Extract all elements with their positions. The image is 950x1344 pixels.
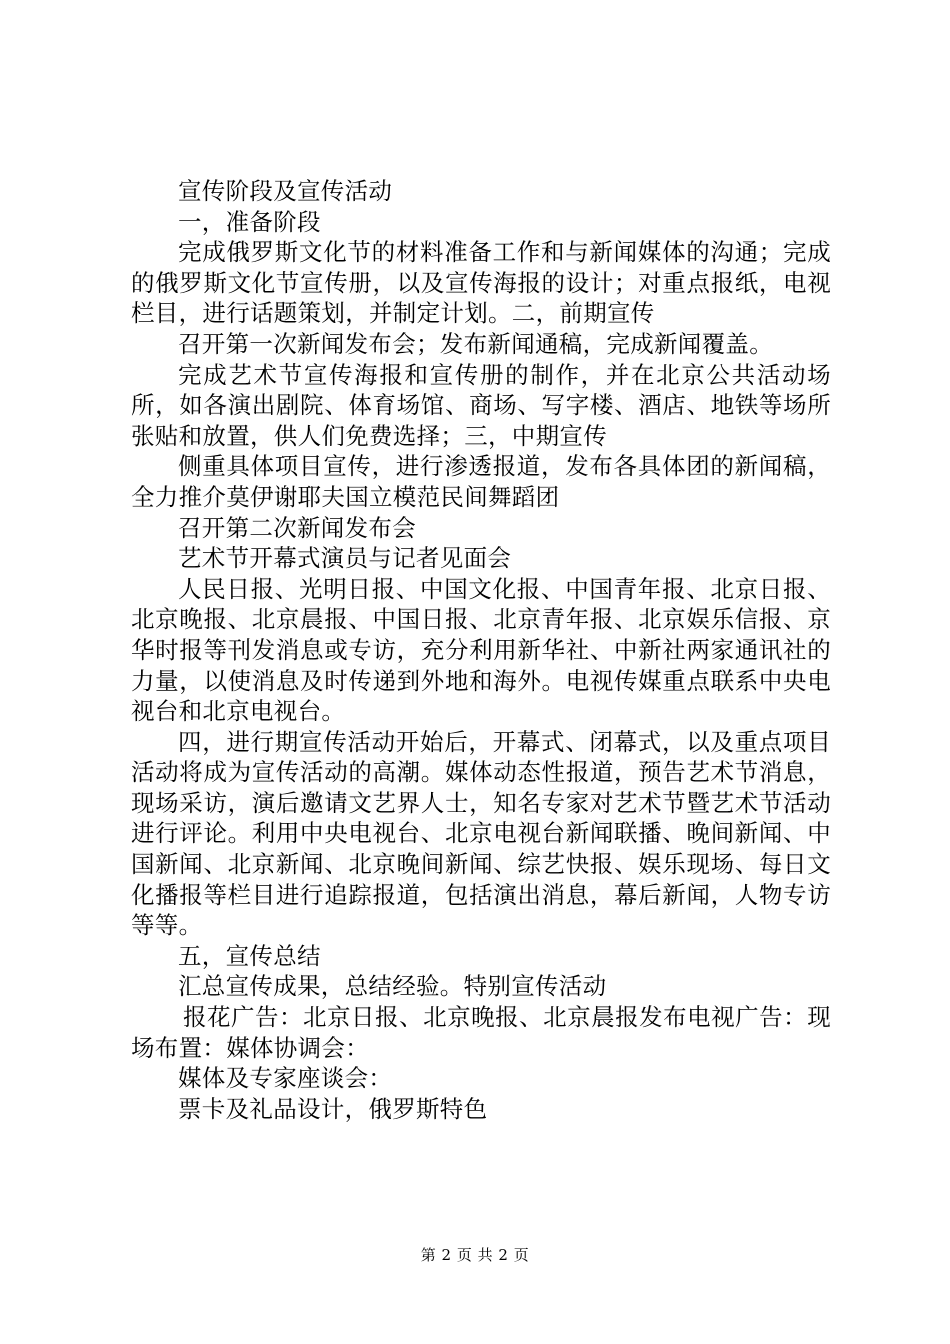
section-heading: 宣传阶段及宣传活动 (178, 177, 393, 205)
section-heading: 一，准备阶段 (178, 207, 321, 236)
paragraph: 完成俄罗斯文化节的材料准备工作和与新闻媒体的沟通；完成的俄罗斯文化节宣传册，以及宣传海报的设计；对重点报纸，电视栏目，进行话题策划，并制定计划。二，前期宣传 (131, 238, 831, 328)
paragraph: 召开第二次新闻发布会 (178, 513, 416, 542)
paragraph: 侧重具体项目宣传，进行渗透报道，发布各具体团的新闻稿，全力推介莫伊谢耶夫国立模范民间舞蹈团 (131, 452, 831, 511)
paragraph: 四，进行期宣传活动开始后，开幕式、闭幕式，以及重点项目活动将成为宣传活动的高潮。媒体动态性报道，预告艺术节消息，现场采访，演后邀请文艺界人士，知名专家对艺术节暨艺术节活动进行评论。利用中央电视台、北京电视台新闻联播、晚间新闻、中国新闻、北京新闻、北京晚间新闻、综艺快报、娱乐现场、每日文化播报等栏目进行追踪报道，包括演出消息，幕后新闻，人物专访等等。 (131, 727, 831, 940)
paragraph: 报花广告：北京日报、北京晚报、北京晨报发布电视广告：现场布置：媒体协调会： (131, 1003, 831, 1062)
page-footer: 第 2 页 共 2 页 (420, 1246, 530, 1264)
document-body (131, 176, 831, 1124)
paragraph: 票卡及礼品设计，俄罗斯特色 (178, 1094, 488, 1123)
paragraph: 艺术节开幕式演员与记者见面会 (178, 544, 512, 573)
paragraph: 汇总宣传成果，总结经验。特别宣传活动 (178, 972, 607, 1001)
paragraph: 召开第一次新闻发布会；发布新闻通稿，完成新闻覆盖。 (178, 329, 773, 358)
paragraph: 媒体及专家座谈会： (178, 1064, 393, 1093)
paragraph: 完成艺术节宣传海报和宣传册的制作，并在北京公共活动场所，如各演出剧院、体育场馆、商场、写字楼、酒店、地铁等场所张贴和放置，供人们免费选择；三，中期宣传 (131, 360, 831, 450)
section-heading: 五，宣传总结 (178, 941, 321, 970)
paragraph: 人民日报、光明日报、中国文化报、中国青年报、北京日报、北京晚报、北京晨报、中国日报、北京青年报、北京娱乐信报、京华时报等刊发消息或专访，充分利用新华社、中新社两家通讯社的力量，以使消息及时传递到外地和海外。电视传媒重点联系中央电视台和北京电视台。 (131, 574, 831, 726)
